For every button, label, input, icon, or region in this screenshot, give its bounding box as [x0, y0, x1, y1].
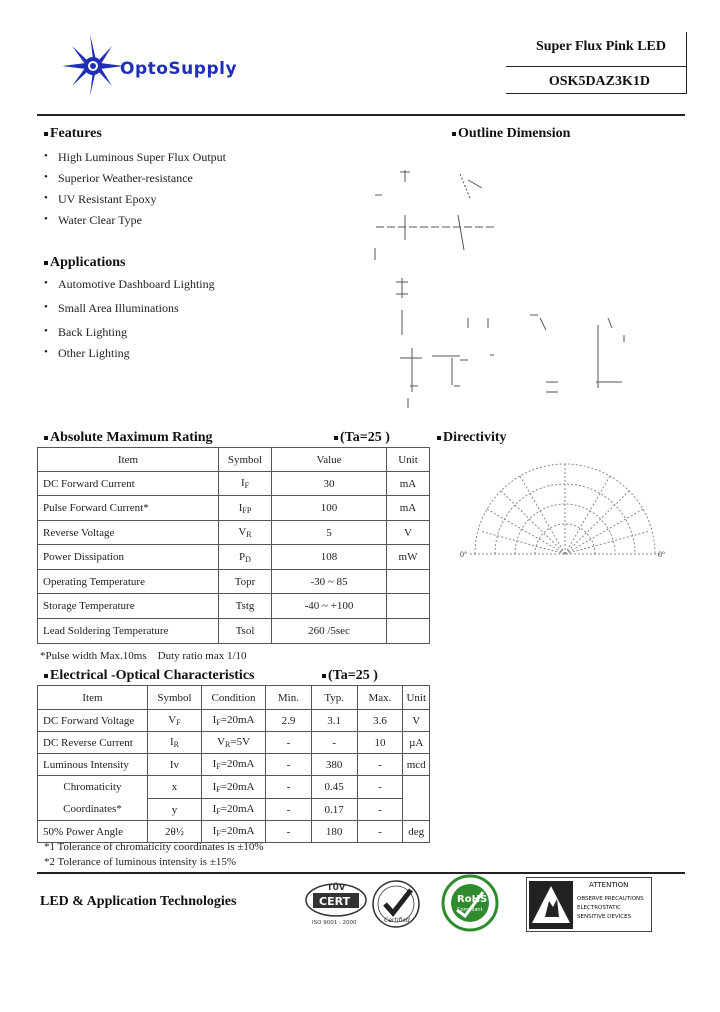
tuv-top-label: TÜV	[327, 883, 346, 892]
table-row: DC Forward Current $I_F$ 30 mA	[38, 472, 430, 496]
certified-label: Certified	[384, 917, 410, 924]
list-item: • Back Lighting	[42, 325, 215, 346]
applications-list	[42, 277, 215, 367]
table-row: Chromaticity x $I_F=20mA$ - 0.45 -	[38, 776, 430, 799]
certified-badge	[370, 878, 422, 930]
electrical-condition: (Ta=25 )	[322, 668, 378, 684]
list-item: • Water Clear Type	[42, 213, 226, 234]
directivity-right-label: 0°	[658, 550, 666, 559]
attention-title: ATTENTION	[589, 881, 629, 889]
attention-line-3: SENSITIVE DEVICES	[577, 914, 632, 920]
tuv-icon	[303, 878, 369, 928]
attention-line-1: OBSERVE PRECAUTIONS	[577, 896, 644, 902]
electrical-title: Electrical -Optical Characteristics	[44, 668, 254, 684]
list-item: • Small Area Illuminations	[42, 301, 215, 325]
product-title: Super Flux Pink LED	[535, 39, 666, 54]
rohs-icon	[435, 874, 505, 932]
brand-logo	[58, 34, 278, 96]
electrical-note-2: *2 Tolerance of luminous intensity is ±15%	[44, 856, 237, 868]
col-item: Item	[38, 686, 148, 710]
outline-drawing	[360, 160, 640, 410]
col-symbol: Symbol	[147, 686, 201, 710]
directivity-left-label: 0°	[460, 550, 468, 559]
table-row: DC Reverse Current $I_R$ $V_R=5V$ - - 10 µA	[38, 732, 430, 754]
directivity-title: Directivity	[437, 430, 507, 446]
list-item: • Superior Weather-resistance	[42, 171, 226, 192]
checkmark-seal-icon	[370, 878, 422, 930]
applications-title: Applications	[44, 255, 125, 271]
part-number: OSK5DAZ3K1D	[548, 74, 650, 89]
absolute-rating-table	[37, 447, 430, 644]
features-title: Features	[44, 126, 102, 142]
col-typ: Typ.	[311, 686, 357, 710]
table-row: Lead Soldering Temperature Tsol 260 /5sec	[38, 619, 430, 644]
rohs-label: RoHS	[457, 894, 488, 905]
absolute-rating-title: Absolute Maximum Rating	[44, 430, 213, 446]
header-box	[506, 32, 687, 94]
table-row: Storage Temperature Tstg -40 ~ +100	[38, 594, 430, 619]
col-symbol: Symbol	[219, 448, 272, 472]
rohs-sub-label: Compliant	[457, 907, 483, 913]
star-logo-icon	[58, 34, 128, 96]
col-value: Value	[272, 448, 387, 472]
outline-title: Outline Dimension	[452, 126, 570, 142]
table-row: Pulse Forward Current* $I_{FP}$ 100 mA	[38, 496, 430, 521]
col-max: Max.	[357, 686, 403, 710]
rohs-badge	[435, 874, 505, 932]
esd-warning-icon	[529, 881, 573, 929]
list-item: • High Luminous Super Flux Output	[42, 150, 226, 171]
attention-line-2: ELECTROSTATIC	[577, 905, 621, 911]
company-name: LED & Application Technologies	[40, 894, 237, 909]
table-row: Luminous Intensity Iv $I_F=20mA$ - 380 - mcd	[38, 754, 430, 776]
tuv-main-label: CERT	[319, 895, 351, 908]
table-row: 50% Power Angle 2θ½ $I_F=20mA$ - 180 - deg	[38, 821, 430, 843]
esd-attention-badge	[526, 877, 652, 932]
col-condition: Condition	[202, 686, 266, 710]
list-item: • Automotive Dashboard Lighting	[42, 277, 215, 301]
col-unit: Unit	[387, 448, 430, 472]
list-item: • Other Lighting	[42, 346, 215, 367]
header-divider	[37, 114, 685, 116]
col-item: Item	[38, 448, 219, 472]
directivity-diagram	[460, 460, 670, 570]
electrical-note-1: *1 Tolerance of chromaticity coordinates is ±10%	[44, 841, 264, 853]
table-row: Operating Temperature Topr -30 ~ 85	[38, 570, 430, 594]
electrical-table	[37, 685, 430, 843]
table-row: Coordinates* y $I_F=20mA$ - 0.17 -	[38, 799, 430, 821]
features-list	[42, 150, 226, 234]
table-row: Reverse Voltage $V_R$ 5 V	[38, 521, 430, 545]
absolute-rating-note: *Pulse width Max.10ms Duty ratio max 1/10	[40, 650, 247, 662]
absolute-rating-condition: (Ta=25 )	[334, 430, 390, 446]
tuv-iso-label: ISO 9001 : 2000	[312, 920, 357, 926]
list-item: • UV Resistant Epoxy	[42, 192, 226, 213]
brand-name: OptoSupply	[120, 59, 238, 79]
col-unit: Unit	[403, 686, 430, 710]
table-row: DC Forward Voltage $V_F$ $I_F=20mA$ 2.9 3.1 3.6 V	[38, 710, 430, 732]
table-row: Power Dissipation $P_D$ 108 mW	[38, 545, 430, 570]
footer-divider	[37, 872, 685, 874]
tuv-cert-badge	[303, 878, 369, 928]
col-min: Min.	[266, 686, 312, 710]
